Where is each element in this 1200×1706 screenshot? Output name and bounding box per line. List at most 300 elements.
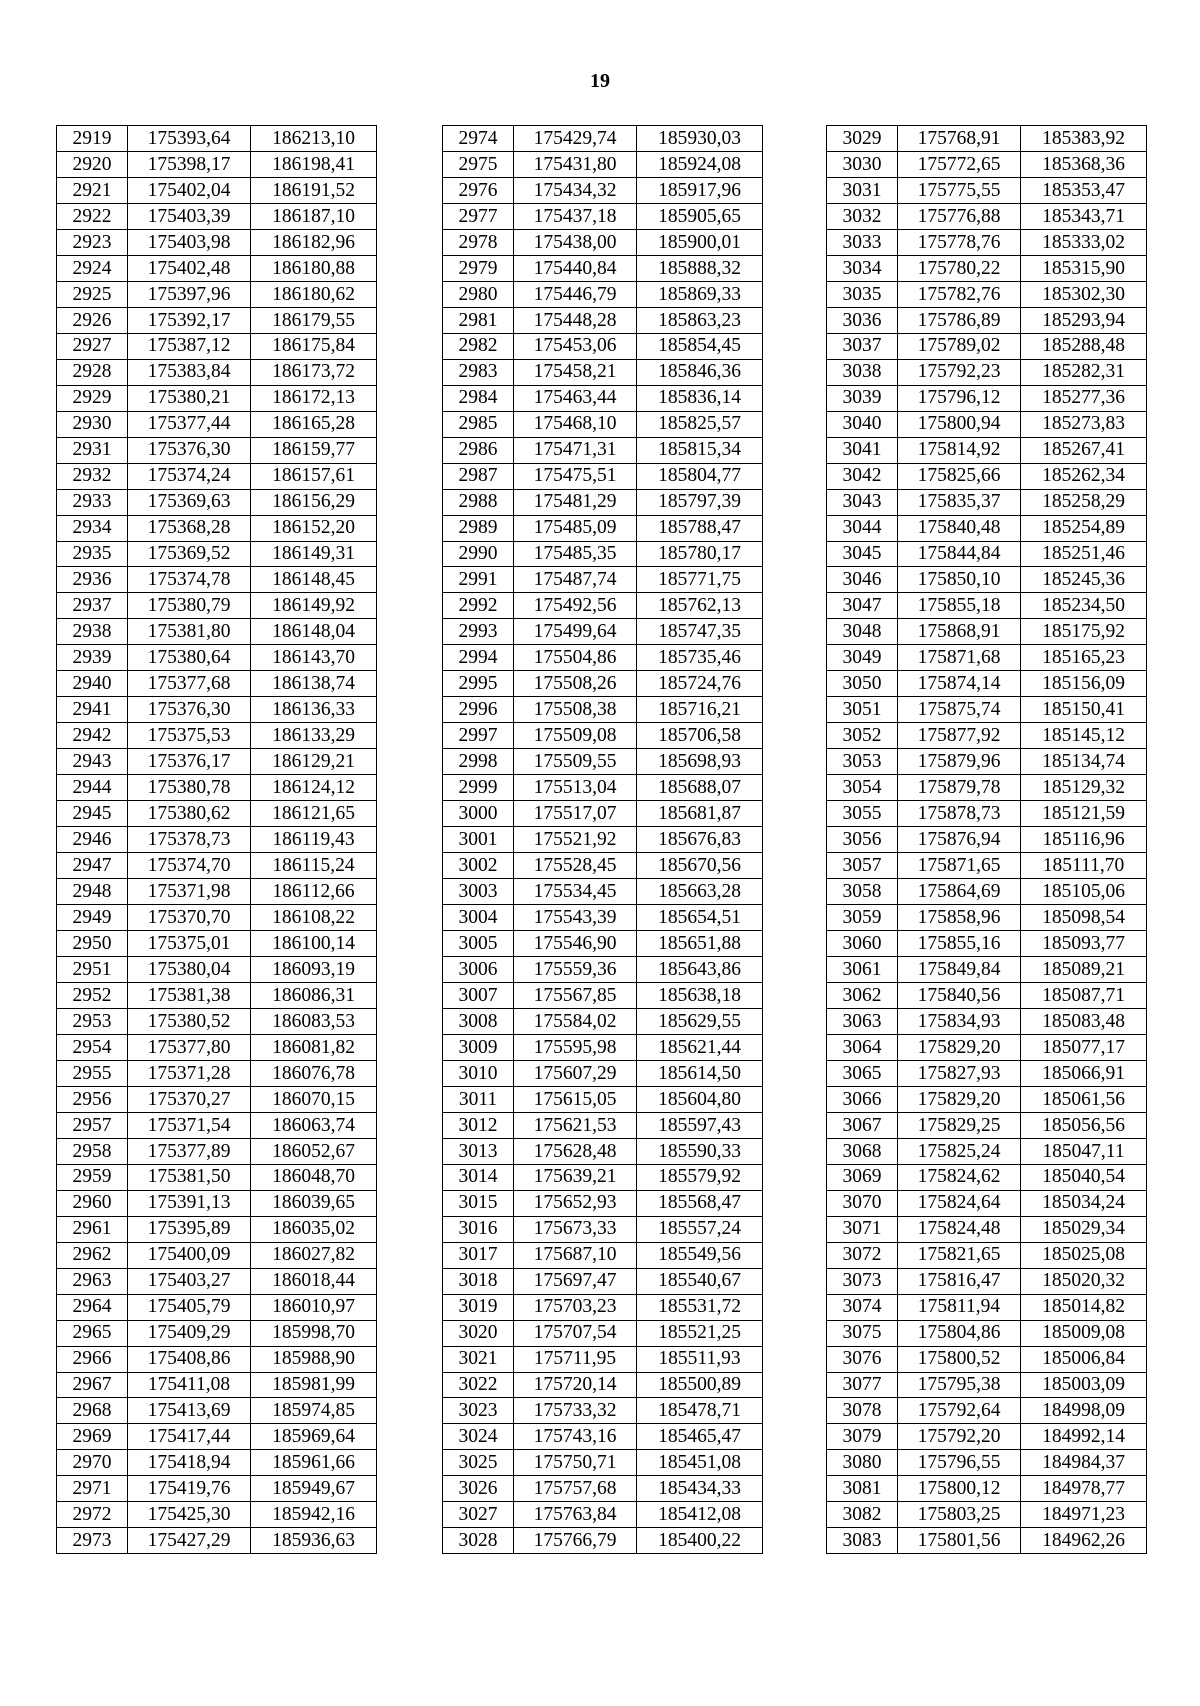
point-number-cell: 2920: [57, 151, 128, 177]
x-coordinate-cell: 175821,65: [898, 1242, 1021, 1268]
table-row: [57, 619, 377, 645]
x-coordinate-cell: 175517,07: [514, 801, 637, 827]
y-coordinate-cell: 185747,35: [637, 619, 763, 645]
table-row: [57, 879, 377, 905]
point-number-cell: 3044: [827, 515, 898, 541]
x-coordinate-cell: 175381,80: [128, 619, 251, 645]
point-number-cell: 3031: [827, 177, 898, 203]
x-coordinate-cell: 175403,27: [128, 1268, 251, 1294]
y-coordinate-cell: 186156,29: [251, 489, 377, 515]
y-coordinate-cell: 185134,74: [1021, 749, 1147, 775]
table-row: [827, 1398, 1147, 1424]
x-coordinate-cell: 175811,94: [898, 1294, 1021, 1320]
table-row: [827, 385, 1147, 411]
table-row: [443, 1138, 763, 1164]
y-coordinate-cell: 185150,41: [1021, 697, 1147, 723]
x-coordinate-cell: 175413,69: [128, 1398, 251, 1424]
x-coordinate-cell: 175673,33: [514, 1216, 637, 1242]
x-coordinate-cell: 175868,91: [898, 619, 1021, 645]
x-coordinate-cell: 175509,55: [514, 749, 637, 775]
y-coordinate-cell: 185949,67: [251, 1476, 377, 1502]
point-number-cell: 3046: [827, 567, 898, 593]
x-coordinate-cell: 175509,08: [514, 723, 637, 749]
y-coordinate-cell: 185961,66: [251, 1450, 377, 1476]
point-number-cell: 3043: [827, 489, 898, 515]
x-coordinate-cell: 175800,52: [898, 1346, 1021, 1372]
y-coordinate-cell: 185706,58: [637, 723, 763, 749]
point-number-cell: 2938: [57, 619, 128, 645]
table-row: [57, 203, 377, 229]
table-row: [57, 333, 377, 359]
point-number-cell: 2941: [57, 697, 128, 723]
x-coordinate-cell: 175878,73: [898, 801, 1021, 827]
table-row: [827, 1034, 1147, 1060]
x-coordinate-cell: 175419,76: [128, 1476, 251, 1502]
table-row: [443, 801, 763, 827]
y-coordinate-cell: 185638,18: [637, 982, 763, 1008]
x-coordinate-cell: 175381,50: [128, 1164, 251, 1190]
y-coordinate-cell: 186157,61: [251, 463, 377, 489]
point-number-cell: 3023: [443, 1398, 514, 1424]
table-row: [443, 463, 763, 489]
table-row: [57, 853, 377, 879]
x-coordinate-cell: 175453,06: [514, 333, 637, 359]
x-coordinate-cell: 175371,28: [128, 1060, 251, 1086]
table-row: [443, 1268, 763, 1294]
table-row: [57, 671, 377, 697]
point-number-cell: 2923: [57, 229, 128, 255]
point-number-cell: 2994: [443, 645, 514, 671]
x-coordinate-cell: 175795,38: [898, 1372, 1021, 1398]
y-coordinate-cell: 186148,45: [251, 567, 377, 593]
x-coordinate-cell: 175543,39: [514, 905, 637, 931]
point-number-cell: 2967: [57, 1372, 128, 1398]
x-coordinate-cell: 175567,85: [514, 982, 637, 1008]
y-coordinate-cell: 186035,02: [251, 1216, 377, 1242]
point-number-cell: 3050: [827, 671, 898, 697]
point-number-cell: 2984: [443, 385, 514, 411]
table-row: [443, 151, 763, 177]
x-coordinate-cell: 175429,74: [514, 126, 637, 152]
point-number-cell: 2930: [57, 411, 128, 437]
y-coordinate-cell: 185597,43: [637, 1112, 763, 1138]
y-coordinate-cell: 186172,13: [251, 385, 377, 411]
table-row: [827, 281, 1147, 307]
point-number-cell: 2980: [443, 281, 514, 307]
point-number-cell: 2944: [57, 775, 128, 801]
y-coordinate-cell: 186010,97: [251, 1294, 377, 1320]
y-coordinate-cell: 186133,29: [251, 723, 377, 749]
x-coordinate-cell: 175792,23: [898, 359, 1021, 385]
y-coordinate-cell: 185145,12: [1021, 723, 1147, 749]
x-coordinate-cell: 175387,12: [128, 333, 251, 359]
y-coordinate-cell: 186180,88: [251, 255, 377, 281]
x-coordinate-cell: 175508,26: [514, 671, 637, 697]
table-row: [443, 1060, 763, 1086]
table-row: [827, 203, 1147, 229]
table-row: [57, 1268, 377, 1294]
table-row: [57, 645, 377, 671]
x-coordinate-cell: 175835,37: [898, 489, 1021, 515]
x-coordinate-cell: 175825,66: [898, 463, 1021, 489]
y-coordinate-cell: 186052,67: [251, 1138, 377, 1164]
table-row: [827, 1502, 1147, 1528]
table-row: [57, 1320, 377, 1346]
table-row: [57, 697, 377, 723]
x-coordinate-cell: 175800,12: [898, 1476, 1021, 1502]
x-coordinate-cell: 175418,94: [128, 1450, 251, 1476]
point-number-cell: 2932: [57, 463, 128, 489]
table-row: [57, 1346, 377, 1372]
point-number-cell: 2939: [57, 645, 128, 671]
y-coordinate-cell: 185066,91: [1021, 1060, 1147, 1086]
table-row: [443, 567, 763, 593]
table-row: [57, 1528, 377, 1554]
table-row: [443, 489, 763, 515]
x-coordinate-cell: 175371,98: [128, 879, 251, 905]
point-number-cell: 2974: [443, 126, 514, 152]
point-number-cell: 3072: [827, 1242, 898, 1268]
table-row: [443, 1242, 763, 1268]
point-number-cell: 3037: [827, 333, 898, 359]
point-number-cell: 2969: [57, 1424, 128, 1450]
y-coordinate-cell: 185969,64: [251, 1424, 377, 1450]
point-number-cell: 3030: [827, 151, 898, 177]
y-coordinate-cell: 185434,33: [637, 1476, 763, 1502]
y-coordinate-cell: 185716,21: [637, 697, 763, 723]
point-number-cell: 2961: [57, 1216, 128, 1242]
point-number-cell: 2948: [57, 879, 128, 905]
table-row: [827, 1320, 1147, 1346]
y-coordinate-cell: 186018,44: [251, 1268, 377, 1294]
point-number-cell: 2963: [57, 1268, 128, 1294]
y-coordinate-cell: 186063,74: [251, 1112, 377, 1138]
point-number-cell: 2933: [57, 489, 128, 515]
x-coordinate-cell: 175834,93: [898, 1008, 1021, 1034]
x-coordinate-cell: 175383,84: [128, 359, 251, 385]
point-number-cell: 3004: [443, 905, 514, 931]
point-number-cell: 3026: [443, 1476, 514, 1502]
y-coordinate-cell: 186152,20: [251, 515, 377, 541]
y-coordinate-cell: 186138,74: [251, 671, 377, 697]
y-coordinate-cell: 185254,89: [1021, 515, 1147, 541]
y-coordinate-cell: 185511,93: [637, 1346, 763, 1372]
y-coordinate-cell: 185288,48: [1021, 333, 1147, 359]
y-coordinate-cell: 186149,92: [251, 593, 377, 619]
x-coordinate-cell: 175402,04: [128, 177, 251, 203]
table-row: [443, 1346, 763, 1372]
x-coordinate-cell: 175766,79: [514, 1528, 637, 1554]
point-number-cell: 2989: [443, 515, 514, 541]
y-coordinate-cell: 186136,33: [251, 697, 377, 723]
table-row: [443, 723, 763, 749]
table-row: [827, 359, 1147, 385]
table-row: [443, 645, 763, 671]
x-coordinate-cell: 175733,32: [514, 1398, 637, 1424]
point-number-cell: 3027: [443, 1502, 514, 1528]
coordinates-table-1: [56, 125, 377, 1554]
point-number-cell: 3012: [443, 1112, 514, 1138]
point-number-cell: 3064: [827, 1034, 898, 1060]
y-coordinate-cell: 186159,77: [251, 437, 377, 463]
y-coordinate-cell: 186083,53: [251, 1008, 377, 1034]
x-coordinate-cell: 175377,44: [128, 411, 251, 437]
x-coordinate-cell: 175871,65: [898, 853, 1021, 879]
x-coordinate-cell: 175763,84: [514, 1502, 637, 1528]
table-row: [827, 749, 1147, 775]
point-number-cell: 2993: [443, 619, 514, 645]
table-row: [443, 1112, 763, 1138]
table-row: [57, 126, 377, 152]
y-coordinate-cell: 185412,08: [637, 1502, 763, 1528]
point-number-cell: 3082: [827, 1502, 898, 1528]
x-coordinate-cell: 175621,53: [514, 1112, 637, 1138]
table-row: [443, 1450, 763, 1476]
table-row: [443, 1398, 763, 1424]
x-coordinate-cell: 175824,64: [898, 1190, 1021, 1216]
point-number-cell: 2990: [443, 541, 514, 567]
x-coordinate-cell: 175829,25: [898, 1112, 1021, 1138]
table-row: [57, 359, 377, 385]
y-coordinate-cell: 186119,43: [251, 827, 377, 853]
table-row: [57, 1450, 377, 1476]
y-coordinate-cell: 185663,28: [637, 879, 763, 905]
table-row: [57, 307, 377, 333]
point-number-cell: 2935: [57, 541, 128, 567]
table-row: [443, 1294, 763, 1320]
point-number-cell: 3075: [827, 1320, 898, 1346]
point-number-cell: 2921: [57, 177, 128, 203]
table-row: [827, 931, 1147, 957]
point-number-cell: 2952: [57, 982, 128, 1008]
x-coordinate-cell: 175849,84: [898, 957, 1021, 983]
table-row: [57, 437, 377, 463]
table-row: [443, 905, 763, 931]
point-number-cell: 2975: [443, 151, 514, 177]
point-number-cell: 2958: [57, 1138, 128, 1164]
table-row: [827, 411, 1147, 437]
y-coordinate-cell: 185651,88: [637, 931, 763, 957]
point-number-cell: 3078: [827, 1398, 898, 1424]
point-number-cell: 3045: [827, 541, 898, 567]
y-coordinate-cell: 186070,15: [251, 1086, 377, 1112]
y-coordinate-cell: 185942,16: [251, 1502, 377, 1528]
table-row: [57, 255, 377, 281]
table-row: [443, 1528, 763, 1554]
table-row: [443, 1502, 763, 1528]
y-coordinate-cell: 185465,47: [637, 1424, 763, 1450]
table-row: [827, 801, 1147, 827]
point-number-cell: 3042: [827, 463, 898, 489]
x-coordinate-cell: 175380,04: [128, 957, 251, 983]
point-number-cell: 2964: [57, 1294, 128, 1320]
y-coordinate-cell: 185056,56: [1021, 1112, 1147, 1138]
point-number-cell: 3009: [443, 1034, 514, 1060]
point-number-cell: 2925: [57, 281, 128, 307]
table-row: [443, 1320, 763, 1346]
point-number-cell: 3062: [827, 982, 898, 1008]
x-coordinate-cell: 175381,38: [128, 982, 251, 1008]
point-number-cell: 3081: [827, 1476, 898, 1502]
x-coordinate-cell: 175824,62: [898, 1164, 1021, 1190]
table-row: [57, 593, 377, 619]
y-coordinate-cell: 185077,17: [1021, 1034, 1147, 1060]
y-coordinate-cell: 185836,14: [637, 385, 763, 411]
point-number-cell: 3017: [443, 1242, 514, 1268]
y-coordinate-cell: 186093,19: [251, 957, 377, 983]
table-row: [827, 1060, 1147, 1086]
x-coordinate-cell: 175380,62: [128, 801, 251, 827]
table-row: [57, 1138, 377, 1164]
table-row: [57, 1294, 377, 1320]
table-row: [57, 385, 377, 411]
x-coordinate-cell: 175508,38: [514, 697, 637, 723]
x-coordinate-cell: 175639,21: [514, 1164, 637, 1190]
y-coordinate-cell: 185025,08: [1021, 1242, 1147, 1268]
table-row: [57, 1424, 377, 1450]
x-coordinate-cell: 175370,27: [128, 1086, 251, 1112]
point-number-cell: 3007: [443, 982, 514, 1008]
point-number-cell: 2951: [57, 957, 128, 983]
point-number-cell: 3041: [827, 437, 898, 463]
point-number-cell: 2957: [57, 1112, 128, 1138]
y-coordinate-cell: 184978,77: [1021, 1476, 1147, 1502]
x-coordinate-cell: 175391,13: [128, 1190, 251, 1216]
x-coordinate-cell: 175628,48: [514, 1138, 637, 1164]
point-number-cell: 3015: [443, 1190, 514, 1216]
y-coordinate-cell: 185540,67: [637, 1268, 763, 1294]
y-coordinate-cell: 185557,24: [637, 1216, 763, 1242]
x-coordinate-cell: 175792,64: [898, 1398, 1021, 1424]
table-row: [57, 723, 377, 749]
x-coordinate-cell: 175368,28: [128, 515, 251, 541]
table-row: [57, 1034, 377, 1060]
point-number-cell: 3035: [827, 281, 898, 307]
point-number-cell: 2949: [57, 905, 128, 931]
x-coordinate-cell: 175829,20: [898, 1086, 1021, 1112]
table-row: [443, 697, 763, 723]
table-row: [57, 827, 377, 853]
point-number-cell: 3010: [443, 1060, 514, 1086]
x-coordinate-cell: 175855,16: [898, 931, 1021, 957]
table-row: [57, 411, 377, 437]
table-row: [443, 437, 763, 463]
x-coordinate-cell: 175796,12: [898, 385, 1021, 411]
y-coordinate-cell: 185129,32: [1021, 775, 1147, 801]
table-row: [827, 307, 1147, 333]
x-coordinate-cell: 175376,17: [128, 749, 251, 775]
point-number-cell: 3070: [827, 1190, 898, 1216]
y-coordinate-cell: 185333,02: [1021, 229, 1147, 255]
y-coordinate-cell: 186173,72: [251, 359, 377, 385]
point-number-cell: 2953: [57, 1008, 128, 1034]
table-row: [827, 437, 1147, 463]
point-number-cell: 2995: [443, 671, 514, 697]
y-coordinate-cell: 185089,21: [1021, 957, 1147, 983]
y-coordinate-cell: 185771,75: [637, 567, 763, 593]
x-coordinate-cell: 175374,78: [128, 567, 251, 593]
table-row: [443, 1164, 763, 1190]
y-coordinate-cell: 185905,65: [637, 203, 763, 229]
x-coordinate-cell: 175376,30: [128, 437, 251, 463]
y-coordinate-cell: 185521,25: [637, 1320, 763, 1346]
x-coordinate-cell: 175607,29: [514, 1060, 637, 1086]
table-row: [443, 1086, 763, 1112]
table-row: [443, 126, 763, 152]
y-coordinate-cell: 185061,56: [1021, 1086, 1147, 1112]
point-number-cell: 3079: [827, 1424, 898, 1450]
point-number-cell: 2985: [443, 411, 514, 437]
point-number-cell: 3039: [827, 385, 898, 411]
x-coordinate-cell: 175778,76: [898, 229, 1021, 255]
table-row: [443, 827, 763, 853]
table-row: [827, 255, 1147, 281]
table-row: [827, 905, 1147, 931]
x-coordinate-cell: 175584,02: [514, 1008, 637, 1034]
point-number-cell: 3001: [443, 827, 514, 853]
y-coordinate-cell: 185670,56: [637, 853, 763, 879]
x-coordinate-cell: 175772,65: [898, 151, 1021, 177]
y-coordinate-cell: 185087,71: [1021, 982, 1147, 1008]
x-coordinate-cell: 175703,23: [514, 1294, 637, 1320]
x-coordinate-cell: 175875,74: [898, 697, 1021, 723]
x-coordinate-cell: 175374,70: [128, 853, 251, 879]
point-number-cell: 3052: [827, 723, 898, 749]
point-number-cell: 3083: [827, 1528, 898, 1554]
x-coordinate-cell: 175521,92: [514, 827, 637, 853]
point-number-cell: 2946: [57, 827, 128, 853]
y-coordinate-cell: 186121,65: [251, 801, 377, 827]
point-number-cell: 2942: [57, 723, 128, 749]
y-coordinate-cell: 185869,33: [637, 281, 763, 307]
y-coordinate-cell: 186143,70: [251, 645, 377, 671]
y-coordinate-cell: 186048,70: [251, 1164, 377, 1190]
y-coordinate-cell: 185998,70: [251, 1320, 377, 1346]
table-row: [827, 723, 1147, 749]
table-row: [57, 567, 377, 593]
y-coordinate-cell: 185262,34: [1021, 463, 1147, 489]
point-number-cell: 3006: [443, 957, 514, 983]
x-coordinate-cell: 175405,79: [128, 1294, 251, 1320]
table-row: [57, 1242, 377, 1268]
y-coordinate-cell: 186100,14: [251, 931, 377, 957]
table-row: [443, 281, 763, 307]
point-number-cell: 3028: [443, 1528, 514, 1554]
y-coordinate-cell: 185735,46: [637, 645, 763, 671]
table-row: [827, 982, 1147, 1008]
x-coordinate-cell: 175392,17: [128, 307, 251, 333]
x-coordinate-cell: 175448,28: [514, 307, 637, 333]
x-coordinate-cell: 175434,32: [514, 177, 637, 203]
y-coordinate-cell: 186187,10: [251, 203, 377, 229]
table-row: [443, 515, 763, 541]
point-number-cell: 3053: [827, 749, 898, 775]
table-row: [57, 463, 377, 489]
x-coordinate-cell: 175374,24: [128, 463, 251, 489]
y-coordinate-cell: 185681,87: [637, 801, 763, 827]
y-coordinate-cell: 185917,96: [637, 177, 763, 203]
y-coordinate-cell: 185175,92: [1021, 619, 1147, 645]
table-row: [827, 827, 1147, 853]
y-coordinate-cell: 186175,84: [251, 333, 377, 359]
table-row: [443, 619, 763, 645]
y-coordinate-cell: 186112,66: [251, 879, 377, 905]
x-coordinate-cell: 175380,78: [128, 775, 251, 801]
point-number-cell: 3016: [443, 1216, 514, 1242]
y-coordinate-cell: 185549,56: [637, 1242, 763, 1268]
y-coordinate-cell: 184992,14: [1021, 1424, 1147, 1450]
x-coordinate-cell: 175380,21: [128, 385, 251, 411]
